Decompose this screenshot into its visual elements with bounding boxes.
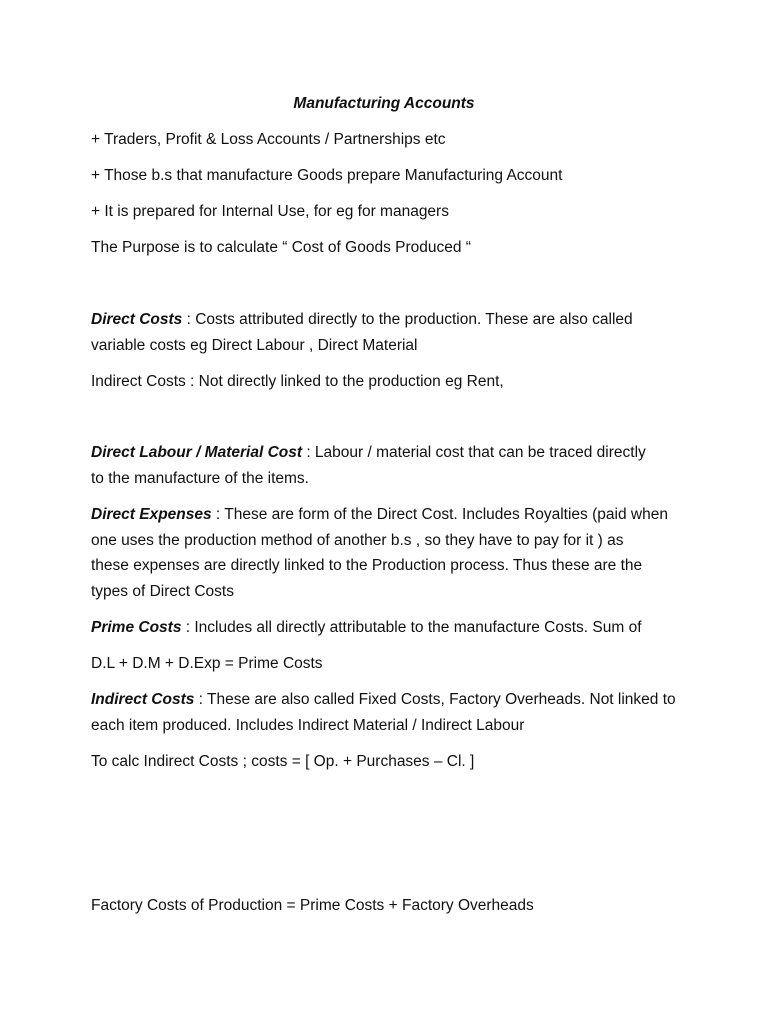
intro-line-1: + Traders, Profit & Loss Accounts / Partnerships etc	[91, 131, 446, 148]
factory-costs-formula: Factory Costs of Production = Prime Costs + Factory Overheads	[91, 897, 534, 914]
direct-costs-definition	[91, 310, 633, 330]
indirect-costs-continuation: each item produced. Includes Indirect Material / Indirect Labour	[91, 717, 525, 734]
intro-line-2: + Those b.s that manufacture Goods prepare Manufacturing Account	[91, 167, 563, 184]
direct-expenses-line-3: these expenses are directly linked to the Production process. Thus these are the	[91, 557, 643, 574]
direct-labour-text: : Labour / material cost that can be traced directly	[302, 444, 646, 461]
direct-costs-continuation: variable costs eg Direct Labour , Direct Material	[91, 337, 418, 354]
direct-expenses-definition	[91, 505, 668, 525]
prime-costs-definition	[91, 618, 642, 638]
indirect-costs-short: Indirect Costs : Not directly linked to the production eg Rent,	[91, 373, 504, 390]
indirect-costs-text: : These are also called Fixed Costs, Factory Overheads. Not linked to	[194, 691, 676, 708]
direct-costs-term: Direct Costs	[91, 311, 183, 328]
direct-costs-text: : Costs attributed directly to the production. These are also called	[182, 311, 633, 328]
prime-costs-text: : Includes all directly attributable to the manufacture Costs. Sum of	[181, 619, 642, 636]
prime-costs-term: Prime Costs	[91, 619, 182, 636]
direct-labour-term: Direct Labour / Material Cost	[91, 444, 303, 461]
prime-costs-formula: D.L + D.M + D.Exp = Prime Costs	[91, 655, 323, 672]
direct-expenses-line-2: one uses the production method of another b.s , so they have to pay for it ) as	[91, 532, 624, 549]
document-title: Manufacturing Accounts	[293, 95, 475, 112]
intro-line-3: + It is prepared for Internal Use, for eg for managers	[91, 203, 449, 220]
direct-expenses-term: Direct Expenses	[91, 506, 212, 523]
indirect-costs-definition	[91, 690, 676, 710]
direct-labour-continuation: to the manufacture of the items.	[91, 470, 309, 487]
direct-expenses-line-4: types of Direct Costs	[91, 583, 234, 600]
purpose-line: The Purpose is to calculate “ Cost of Goods Produced “	[91, 239, 471, 256]
indirect-costs-term: Indirect Costs	[91, 691, 195, 708]
indirect-costs-calc: To calc Indirect Costs ; costs = [ Op. + Purchases – Cl. ]	[91, 753, 475, 770]
direct-labour-definition	[91, 443, 646, 463]
direct-expenses-text: : These are form of the Direct Cost. Includes Royalties (paid when	[211, 506, 668, 523]
